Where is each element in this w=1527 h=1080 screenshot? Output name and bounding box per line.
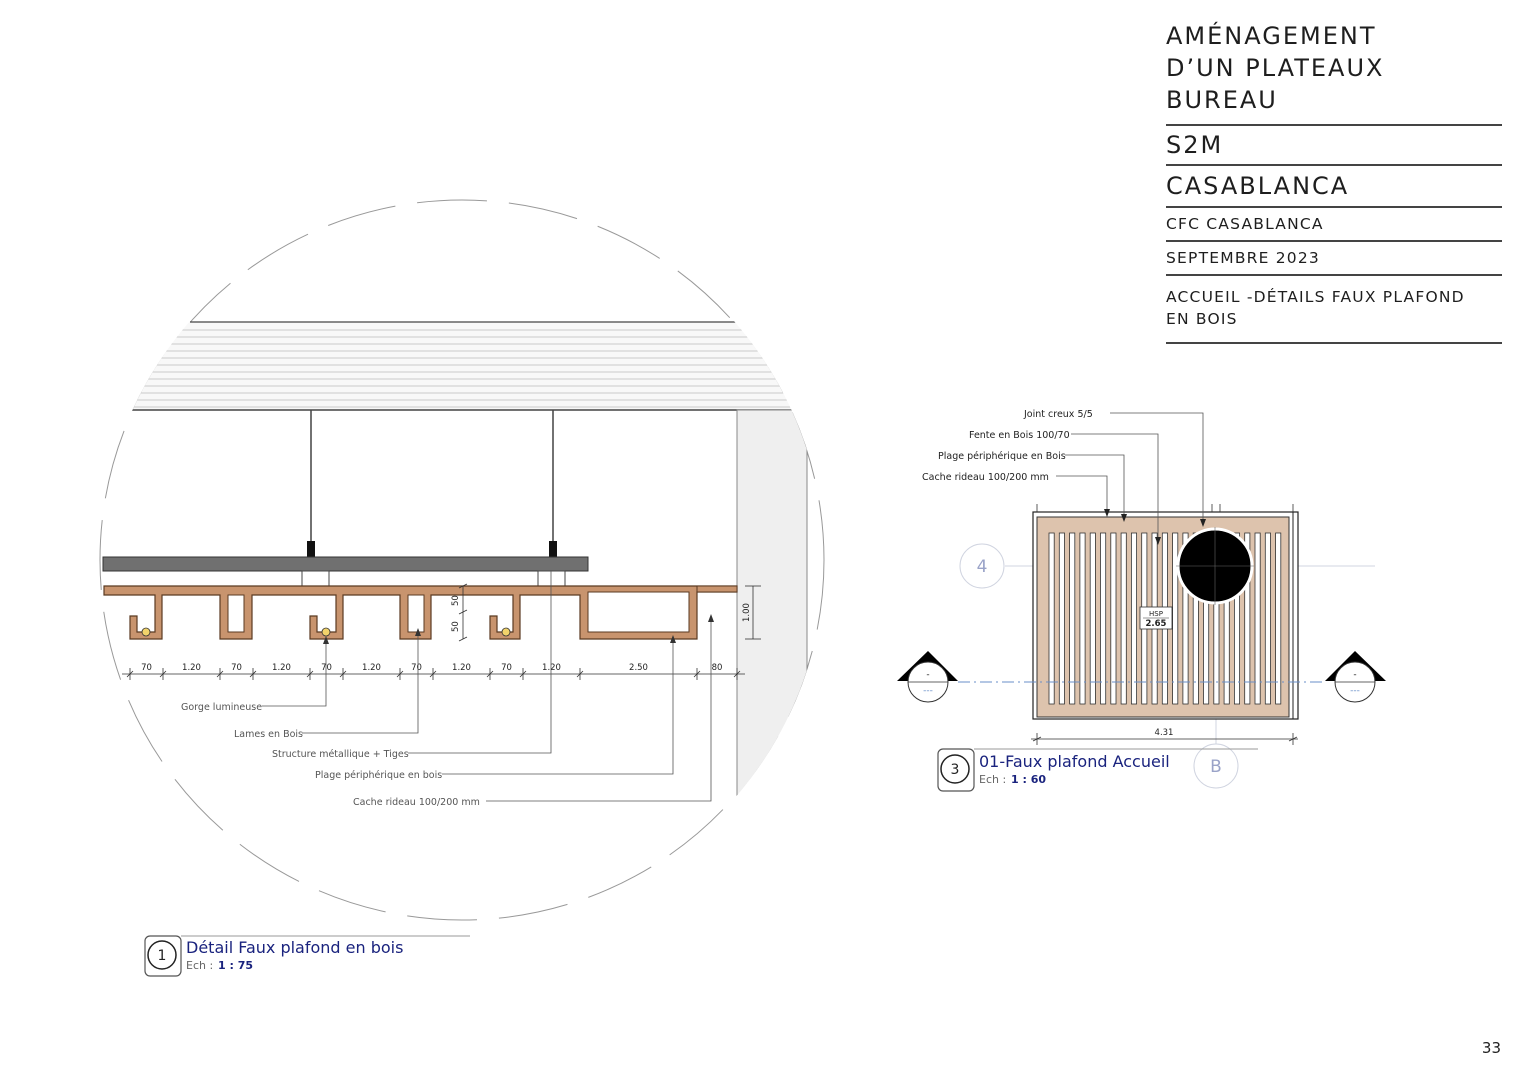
wood-slat (1059, 533, 1064, 704)
view-scale-prefix: Ech : (979, 773, 1007, 786)
label-structure-metallique: Structure métallique + Tiges (272, 749, 409, 760)
dimension-label: 1.20 (182, 663, 201, 673)
section-mark-right-label: - (1353, 670, 1357, 680)
dimension-label: 70 (501, 663, 512, 673)
wood-slat (1080, 533, 1085, 704)
wood-slat (1049, 533, 1054, 704)
date: SEPTEMBRE 2023 (1166, 242, 1502, 276)
section-mark-left-label: - (926, 670, 930, 680)
hsp-value: 2.65 (1145, 619, 1167, 629)
section-mark-right[interactable] (1325, 651, 1386, 702)
view-title: Détail Faux plafond en bois (186, 938, 404, 957)
project-title (1166, 18, 1502, 126)
view-scale: 1 : 60 (1011, 773, 1047, 786)
dimension-label: 1.20 (362, 663, 381, 673)
led-light (142, 628, 150, 636)
dimension-label: 70 (141, 663, 152, 673)
wood-slat (1173, 533, 1178, 704)
grid-label-b: B (1210, 757, 1222, 777)
view-number: 3 (950, 762, 960, 778)
view-title-detail[interactable] (145, 936, 470, 976)
section-mark-left-sub: --- (923, 686, 933, 696)
led-light (502, 628, 510, 636)
view-title: 01-Faux plafond Accueil (979, 752, 1170, 771)
dimension-label: 1.20 (272, 663, 291, 673)
vdim-label: 1.00 (742, 603, 752, 622)
detail-faux-plafond (100, 200, 824, 976)
plage-inner (588, 592, 689, 632)
plan-label-joint-creux: Joint creux 5/5 (1024, 409, 1093, 420)
site-name: CFC CASABLANCA (1166, 208, 1502, 242)
led-light (322, 628, 330, 636)
dimension-label: 1.20 (542, 663, 561, 673)
city-name: CASABLANCA (1166, 166, 1502, 208)
hanger-clip (307, 541, 315, 557)
plan-label-plage: Plage périphérique en Bois (938, 451, 1066, 462)
view-number: 1 (157, 948, 167, 964)
dimension-label: 2.50 (629, 663, 648, 673)
view-scale: 1 : 75 (218, 959, 254, 972)
wood-slat (1121, 533, 1126, 704)
section-mark-left[interactable] (897, 651, 958, 702)
vdim-label: 50 (451, 621, 461, 632)
wood-slat (1255, 533, 1260, 704)
page-number: 33 (1481, 1039, 1501, 1057)
sheet-title-line1: ACCUEIL -DÉTAILS FAUX PLAFOND (1166, 288, 1465, 306)
label-lames-en-bois: Lames en Bois (234, 729, 303, 740)
beam-support (538, 571, 565, 586)
slab (100, 322, 800, 410)
sheet-title-line2: EN BOIS (1166, 310, 1238, 328)
wood-slat (1090, 533, 1095, 704)
wood-slat (1111, 533, 1116, 704)
dimension-label: 70 (411, 663, 422, 673)
metal-structure (103, 557, 588, 571)
wood-slat (1276, 533, 1281, 704)
grid-label-4: 4 (976, 557, 988, 577)
plan-faux-plafond-accueil (897, 409, 1386, 791)
plan-label-fente: Fente en Bois 100/70 (969, 430, 1070, 441)
cache-inner (697, 586, 737, 592)
client-name: S2M (1166, 126, 1502, 166)
dimension-label: 70 (321, 663, 332, 673)
wood-slat (1101, 533, 1106, 704)
project-title-line1: AMÉNAGEMENT (1166, 22, 1377, 50)
sheet-title (1166, 276, 1502, 344)
beam-support (302, 571, 329, 586)
hanger-clip (549, 541, 557, 557)
plan-label-cache: Cache rideau 100/200 mm (922, 472, 1049, 483)
view-scale-prefix: Ech : (186, 959, 214, 972)
dimension-label: 1.20 (452, 663, 471, 673)
project-title-line2: D’UN PLATEAUX BUREAU (1166, 54, 1385, 114)
dimension-label: 70 (231, 663, 242, 673)
hsp-label: HSP (1149, 610, 1163, 618)
title-block (1166, 18, 1502, 344)
label-cache-rideau: Cache rideau 100/200 mm (353, 797, 480, 808)
plan-width-label: 4.31 (1154, 728, 1174, 738)
wood-slat (1265, 533, 1270, 704)
label-plage-peripherique: Plage périphérique en bois (315, 770, 443, 781)
wood-slat (1070, 533, 1075, 704)
lame-inner (228, 595, 244, 632)
vdim-label: 50 (451, 595, 461, 606)
label-gorge-lumineuse: Gorge lumineuse (181, 702, 263, 713)
dimension-label: 80 (711, 663, 723, 673)
lame-inner (408, 595, 424, 632)
section-mark-right-sub: --- (1350, 686, 1360, 696)
wood-slat (1131, 533, 1136, 704)
horizontal-dimension-chain (122, 663, 745, 680)
